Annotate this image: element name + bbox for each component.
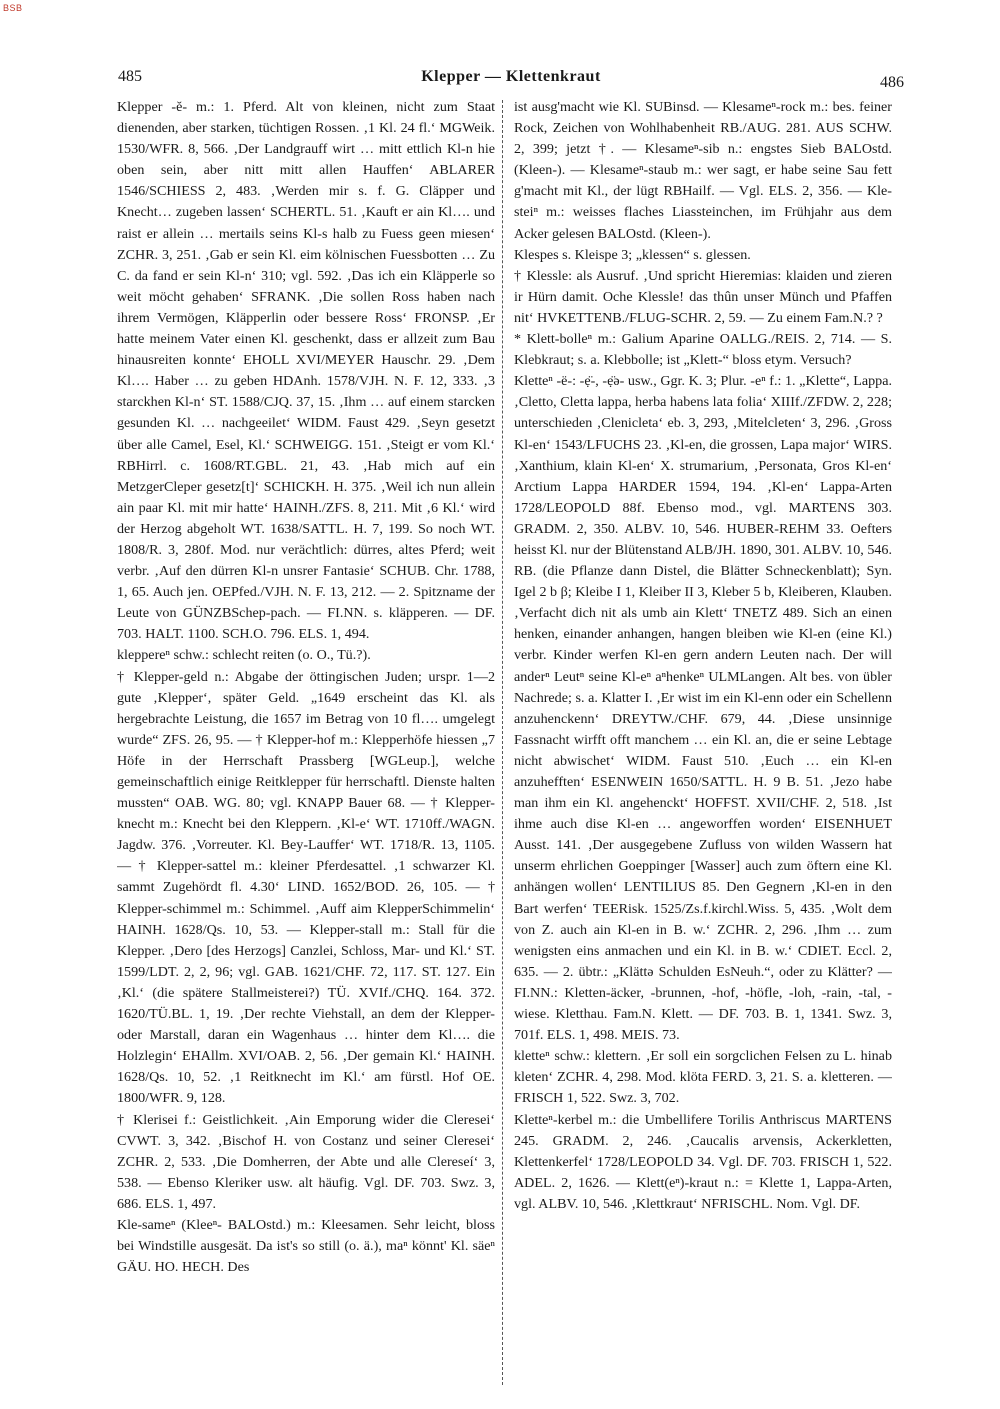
entry-klerisei: † Klerisei f.: Geistlichkeit. ‚Ain Emporung wider die Cleresei‘ CVWT. 3, 342. ‚Bischof H. von Costanz und seiner Cleresei‘ ZCHR. 2, 533. ‚Die Domherren, der Abte und alle Clereseí‘ 3, 538. — Ebenso Kleriker usw. alt häufig. Vgl. DF. 703. Swz. 3, 686. ELS. 1, 497. — [117, 1111, 495, 1212]
page-number-left: 485 — [118, 68, 142, 85]
page-number-right: 486 — [880, 74, 904, 91]
page-header — [118, 68, 904, 92]
running-title: Klepper — Klettenkraut — [421, 68, 601, 85]
entry-kletten-kerbel: Kletteⁿ-kerbel m.: die Umbellifere Torilis Anthriscus MARTENS 245. GRADM. 2, 246. ‚Caucalis arvensis, Ackerkletten, Klettenkerfel‘ 1728/LEOPOLD 34. Vgl. DF. 703. FRISCH 1, 522. ADEL. 2, 1626. — Klett(eⁿ)-kraut n.: = Klette 1, Lappa-Arten, vgl. ALBV. 10, 546. ‚Klettkraut‘ NFRISCHL. Nom. Vgl. DF. — [514, 1111, 892, 1212]
entry-klepper-geld: † Klepper-geld n.: Abgabe der öttingischen Juden; urspr. 1—2 gute ‚Klepper‘, später Geld. „1649 erscheint das Kl. als hergebrachte Leistung, die 1657 im Betrag von 10 fl…. umgelegt wurde“ ZFS. 26, 95. — † Klepper-hof m.: Klepperhöfe hiessen „7 Höfe in der Herrschaft Prassberg [WGLeup.], welche gemeinschaftlich einige Reitklepper für herrschaftl. Dienste halten mussten“ OAB. WG. 80; vgl. KNAPP Bauer 68. — † Klepper-knecht m.: Knecht bei den Kleppern. ‚Kl-e‘ WT. 1710ff./WAGN. Jagdw. 376. ‚Vorreuter. Kl. Bey-Lauffer‘ WT. 1718/R. 13, 1105. — † Klepper-sattel m.: kleiner Pferdesattel. ‚1 schwarzer Kl. sammt Zugehördt fl. 4.30‘ LIND. 1652/BOD. 26, 105. — † Klepper-schimmel m.: Schimmel. ‚Auff aim KlepperSchimmelin‘ HAINH. 1628/Qs. 10, 53. — Klepper-stall m.: Stall für die Klepper. ‚Dero [des Herzogs] Canzlei, Schloss, Mar- und Kl.‘ ST. 1599/LDT. 2, 2, 96; vgl. GAB. 1621/CHF. 72, 117. ST. 127. Ein ‚Kl.‘ (die spätere Stallmeisterei?) TÜ. XVIf./CHQ. 164. 372. 1620/TÜ.BL. 1, 19. ‚Der rechte Viehstall, an dem der Klepper- oder Marstall, daran ein Wagenhaus … hinter dem Kl…. die Holzlegin‘ EHAllm. XVI/OAB. 2, 56. ‚Der gemain Kl.‘ HAINH. 1628/Qs. 10, 52. ‚1 Reitknecht im Kl.‘ am fürstl. Hof OE. 1800/WFR. 9, 128. — [117, 668, 495, 1107]
left-column — [117, 97, 495, 1387]
column-divider — [502, 100, 503, 1385]
entry-klepperen: kleppereⁿ schw.: schlecht reiten (o. O., Tü.?). — [117, 647, 371, 664]
entry-kle-samen: Kle-sameⁿ (Kleeⁿ- BALOstd.) m.: Kleesamen. Sehr leicht, bloss bei Windstille ausgesät. Da ist's so still (o. ä.), maⁿ könnt' Kl. säeⁿ GÄU. HO. HECH. Des — [117, 1216, 495, 1276]
right-column — [514, 97, 892, 1387]
entry-kletten-verb: kletteⁿ schw.: klettern. ‚Er soll ein sorgclichen Felsen zu L. hinab kleten‘ ZCHR. 4, 298. Mod. klöta FERD. 3, 21. S. a. kletteren. — FRISCH 1, 522. Swz. 3, 702. — [514, 1048, 892, 1107]
entry-klespes: Klespes s. Kleispe 3; „klessen“ s. glessen. — [514, 246, 751, 263]
library-stamp: BSB — [3, 3, 23, 13]
entry-klessle: † Klessle: als Ausruf. ‚Und spricht Hieremias: klaiden und zieren ir Hürn damit. Oche Klessle! das thûn unser Münch und Pfaffen nit‘ HVKETTENB./FLUG-SCHR. 2, 59. — Zu einem Fam.N.? ? — [514, 267, 892, 326]
entry-klett-bollen: * Klett-bolleⁿ m.: Galium Aparine OALLG./REIS. 2, 714. — S. Klebkraut; s. a. Klebbolle; ist „Klett-“ bloss etym. Versuch? — [514, 331, 892, 369]
entry-kle-samen-continued: ist ausg'macht wie Kl. SUBinsd. — Klesameⁿ-rock m.: bes. feiner Rock, Zeichen von Wohlhabenheit RB./AUG. 281. AUS SCHW. 2, 399; jetzt †. — Klesameⁿ-sib n.: engstes Sieb BALOstd. (Kleen-). — Klesameⁿ-staub m.: wer sagt, er habe seine Sau fett g'macht mit Kl., der lügt RBHailf. — Vgl. ELS. 2, 356. — Kle-steiⁿ m.: weisses flaches Liassteinchen, im Frühjahr aus dem Acker gelesen BALOstd. (Kleen-). — [514, 99, 892, 242]
entry-klepper: Klepper -ĕ- m.: 1. Pferd. Alt von kleinen, nicht zum Staat dienenden, aber starken, tüchtigen Rossen. ‚1 Kl. 24 fl.‘ MGWeik. 1530/WFR. 8, 566. ‚Der Landgrauff wirt … mitt ettlich Kl-n hie oben sein, aber nitt mitt allen Hauffen‘ ABLARER 1546/SCHIESS 2, 483. ‚Werden mir s. f. G. Cläpper und Knecht… zugeben lassen‘ SCHERTL. 51. ‚Kauft er ain Kl…. und raist er allein … mertails seins Kl-s halb zu Fuess geen miesen‘ ZCHR. 3, 251. ‚Gab er sein Kl. eim kölnischen Fuessbotten … Zu C. da fand er sein Kl-n‘ 310; vgl. 592. ‚Das ich ein Kläpperle so weit möcht gehaben‘ SFRANK. ‚Die sollen Ross haben nach ihrem Vermögen, Kläpperlin oder bessere Ross‘ FRONSP. ‚Er hatte meinem Vater einen Kl. geschenkt, dass er allzeit zum Bau hinausreiten konnte‘ EHOLL XVI/MEYER Hauschr. 29. ‚Dem Kl…. Haber … zu geben HDAnh. 1578/VJH. N. F. 12, 333. ‚3 starckhen Kl-n‘ ST. 1588/CJQ. 37, 15. ‚Ihm … auf einem starcken gesunden Kl. … nachgeeilet‘ WIDM. Faust 429. ‚Seyn gesetzt über alle Camel, Esel, Kl.‘ SCHWEIGG. 151. ‚Steigt er vom Kl.‘ RBHirrl. c. 1608/RT.GBL. 21, 43. ‚Hab mich auf ein MetzgerCleper gesetz[t]‘ SCHICKH. H. 375. ‚Weil ich nun allein ain paar Kl. mit mir hatte‘ HAINH./ZFS. 8, 211. Mit ‚6 Kl.‘ wird der Herzog abgeholt WT. 1638/SATTL. H. 7, 199. So noch WT. 1808/R. 3, 280f. Mod. nur verächtlich: dürres, altes Pferd; weit verbr. ‚Auf den dürren Kl-n unsrer Fantasie‘ SCHUB. Chr. 1788, 1, 65. Auch jen. OEPfed./VJH. N. F. 13, 212. — 2. Spitzname der Leute von GÜNZBSchep-pach. — FI.NN. s. kläpperen. — DF. 703. HALT. 1100. SCH.O. 796. ELS. 1, 494. — [117, 99, 495, 643]
entry-kletten: Kletteⁿ -ë-: -ẹ̈-, -ẹ̈ə- usw., Ggr. K. 3; Plur. -eⁿ f.: 1. „Klette“, Lappa. ‚Cletto, Cletta lappa, herba habens lata folia‘ XIIIf./ZFDW. 2, 228; unterschieden ‚Clenicleta‘ eb. 3, 293, ‚Mitelcleten‘ 3, 296. ‚Gross Kl-en‘ 1543/LFUCHS 23. ‚Kl-en, die grossen, Lapa major‘ WIRS. ‚Xanthium, klain Kl-en‘ X. strumarium, ‚Personata, Gros Kl-en‘ Arctium Lappa HARDER 1594, 194. ‚Kl-en‘ Lappa-Arten 1728/LEOPOLD 88f. Ebenso mod., vgl. MARTENS 303. GRADM. 2, 350. ALBV. 10, 546. HUBER-REHM 33. Oefters heisst Kl. nur der Blütenstand ALB/JH. 1890, 301. ALBV. 10, 546. RB. (die Pflanze dann Distel, die Blätter Schneckenblatt); Syn. Igel 2 b β; Kleibe I 1, Kleiber II 3, Kleber 5 b, Kleiberen, Klauben. ‚Verfacht dich nit als umb ain Klett‘ TNETZ 489. Sich an einen henken, einander anhangen, hangen bleiben wie Kl-en (eine Kl.) verbr. Kinder werfen Kl-en gern andern Leuten nach. Der will anderⁿ Leutⁿ seine Kl-eⁿ aⁿhenkeⁿ ULMLangen. Alt bes. von übler Nachrede; s. a. Klatter I. ‚Er wist im ein Kl-enn oder ein Schellenn anzuhenckenn‘ DREYTW./CHF. 679, 44. ‚Diese unsinnige Fassnacht wirfft offt manchem … ein Kl. an, die er seine Lebtage nicht abwischet‘ WIDM. Faust 510. ‚Euch … ein Kl-en anzuhefften‘ ESENWEIN 1650/SATTL. H. 9 B. 51. ‚Jezo habe man ihm ein Kl. angehenckt‘ HOFFST. XVII/CHF. 2, 518. ‚Ist ihme auch dise Kl-en … angeworffen worden‘ EISENHUET Ausst. 141. ‚Der ausgegebene Zufluss von wilden Wassern hat unserm ehrlichen Goeppinger [Wasser] auch zum öftern eine Kl. anhängen wollen‘ LENTILIUS 85. Den Gegnern ‚Kl-en in den Bart werfen‘ TEERisk. 1525/Zs.f.kirchl.Wiss. 5, 435. ‚Wolt dem von Z. auch ain Kl-en in B. w.‘ ZCHR. 2, 296. ‚Ihm … zum wenigsten eins anmachen und ein Kl. in B. w.‘ CDIET. Eccl. 2, 635. — 2. übtr.: „Klättə Schulden EsNeuh.“, oder zu Klätter? — FI.NN.: Kletten-äcker, -brunnen, -hof, -höfle, -loh, -rain, -tal, -wiese. Kletthau. Fam.N. Klett. — DF. 703. B. 1, 1341. Swz. 3, 701f. ELS. 1, 498. MEIS. 73. — [514, 373, 892, 1044]
